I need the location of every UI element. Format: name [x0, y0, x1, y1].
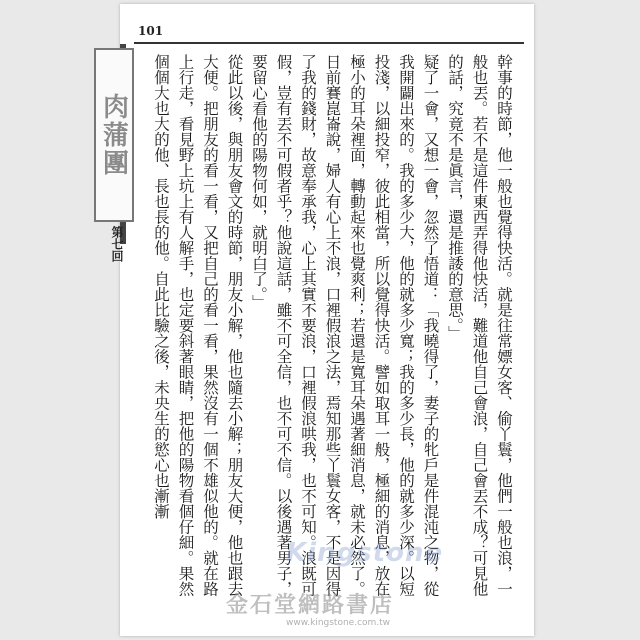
paragraph-3: 從此以後，與朋友會文的時節，朋友小解，他也隨去小解；朋友大便，他也跟去大便。把朋友的看一看，又把自己的看一看，果然沒有一個不雄似他的。就在路上行走，看見野上坑上有人解手，也定要斜著眼睛，把他的陽物看個仔細。果然個個大也大的他、長也長的他。自此比驗之後，未央生的慾心也漸漸: [152, 54, 244, 597]
header-rule: [134, 42, 524, 44]
chapter-label: 第七回: [110, 226, 124, 262]
side-title: 肉蒲團: [94, 48, 134, 222]
watermark-brand: Kingstone: [286, 538, 444, 568]
paragraph-1: 幹事的時節，他一般也覺得快活。就是往常嫖女客、偷丫鬟，他們一般也浪，一般也丟。若不是這件東西弄得他快活，難道他自己會浪，自己會丟不成？可見他的話，究竟不是眞言，還是推諉的意思。」: [446, 54, 513, 597]
body-text: [152, 54, 516, 610]
page-number: 101: [138, 24, 164, 38]
paragraph-2: 疑了一會，又想一會，忽然了悟道：「我曉得了，妻子的牝戶是件混沌之物，從我開闢出來的。我的多少大，他的就多少寬；我的多少長，他的就多少深。以短投淺，以細投窄，彼此相當，所以覺得快活。譬如取耳一般，極細的消息，放在極小的耳朵裡面，轉動起來也覺爽利；若還是寬耳朵遇著細消息，就未必然了。日前賽崑崙說，婦人有心上不浪，口裡假浪之法，焉知那些丫鬟女客，不是因得了我的錢財，故意奉承我，心上其實不要浪，口裡假浪哄我，也不可知。浪既可假，豈有丟不可假者乎？他說這話，雖不可全信，也不可不信。以後遇著男子，要留心看他的陽物何如，就明白了。」: [250, 54, 440, 597]
watermark-url: www.kingstone.com.tw: [286, 618, 391, 628]
watermark-chinese: 金石堂網路書店: [226, 592, 395, 618]
